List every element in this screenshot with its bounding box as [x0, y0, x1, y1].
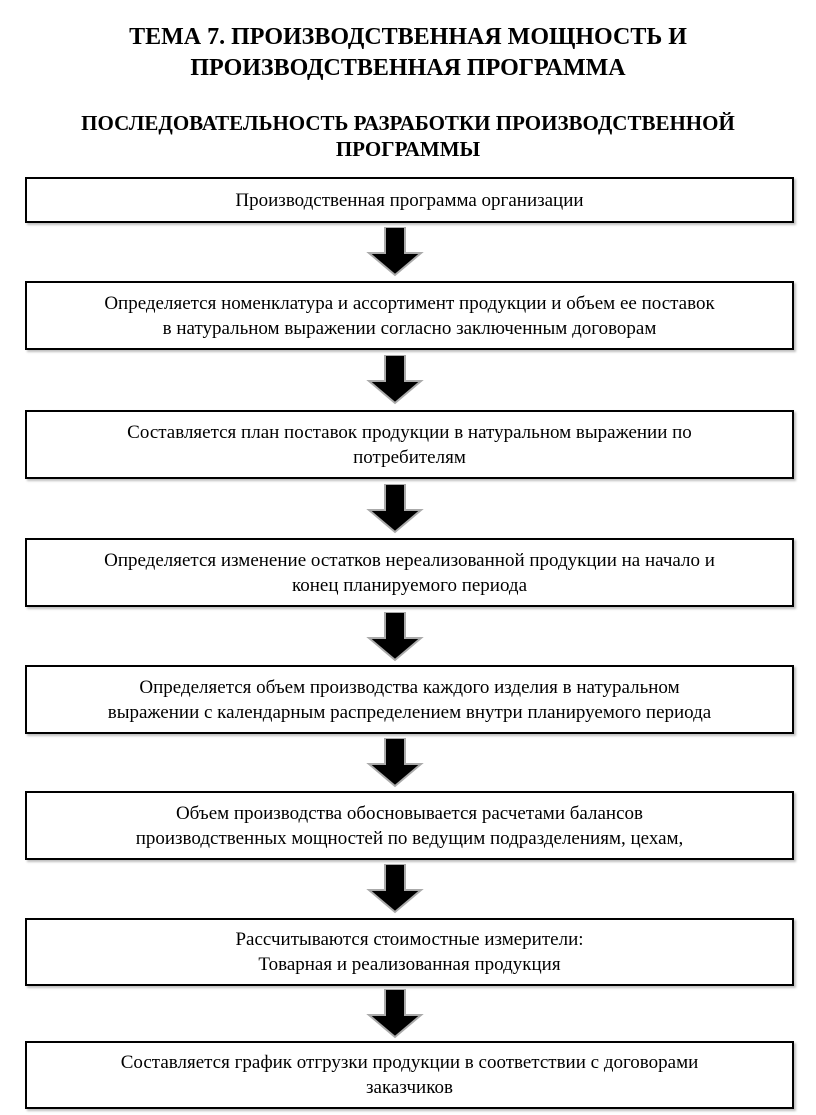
step-box-5: [25, 665, 794, 734]
step-7-line-2: Товарная и реализованная продукция: [258, 954, 561, 975]
step-box-7: [25, 918, 794, 986]
page-title: [0, 22, 816, 84]
diagram-subtitle-line-2: ПРОГРАММЫ: [335, 137, 481, 161]
down-arrow-icon: [355, 738, 435, 788]
page-title-line-2: ПРОИЗВОДСТВЕННАЯ ПРОГРАММА: [190, 55, 626, 81]
step-8-line-1: Составляется график отгрузки продукции в соответствии с договорами: [120, 1052, 699, 1073]
step-8-line-2: заказчиков: [366, 1077, 453, 1098]
step-box-3: [25, 410, 794, 479]
step-box-8: [25, 1041, 794, 1109]
down-arrow-icon: [355, 227, 435, 277]
down-arrow-icon: [355, 612, 435, 662]
step-3-line-1: Составляется план поставок продукции в натуральном выражении по: [127, 421, 692, 443]
step-5-line-2: выражении с календарным распределением внутри планируемого периода: [107, 701, 712, 723]
step-2-line-2: в натуральном выражении согласно заключенным договорам: [162, 317, 657, 339]
step-box-4: [25, 538, 794, 607]
diagram-subtitle: [0, 110, 816, 162]
step-1-line-1: Производственная программа организации: [235, 189, 584, 211]
page-title-line-1: ТЕМА 7. ПРОИЗВОДСТВЕННАЯ МОЩНОСТЬ И: [129, 24, 687, 50]
step-box-6: [25, 791, 794, 860]
step-5-line-1: Определяется объем производства каждого изделия в натуральном: [139, 676, 680, 698]
step-4-line-1: Определяется изменение остатков нереализованной продукции на начало и: [104, 549, 715, 571]
step-4-line-2: конец планируемого периода: [291, 574, 528, 596]
step-2-line-1: Определяется номенклатура и ассортимент продукции и объем ее поставок: [104, 292, 715, 314]
step-6-line-1: Объем производства обосновывается расчетами балансов: [175, 802, 644, 824]
down-arrow-icon: [355, 355, 435, 405]
step-7-line-1: Рассчитываются стоимостные измерители:: [235, 929, 584, 950]
diagram-subtitle-line-1: ПОСЛЕДОВАТЕЛЬНОСТЬ РАЗРАБОТКИ ПРОИЗВОДСТВЕННОЙ: [81, 111, 735, 135]
step-6-line-2: производственных мощностей по ведущим подразделениям, цехам,: [135, 827, 684, 849]
step-3-line-2: потребителям: [353, 446, 466, 468]
step-box-2: [25, 281, 794, 350]
down-arrow-icon: [355, 484, 435, 534]
step-box-1: [25, 177, 794, 223]
down-arrow-icon: [355, 864, 435, 914]
down-arrow-icon: [355, 989, 435, 1039]
